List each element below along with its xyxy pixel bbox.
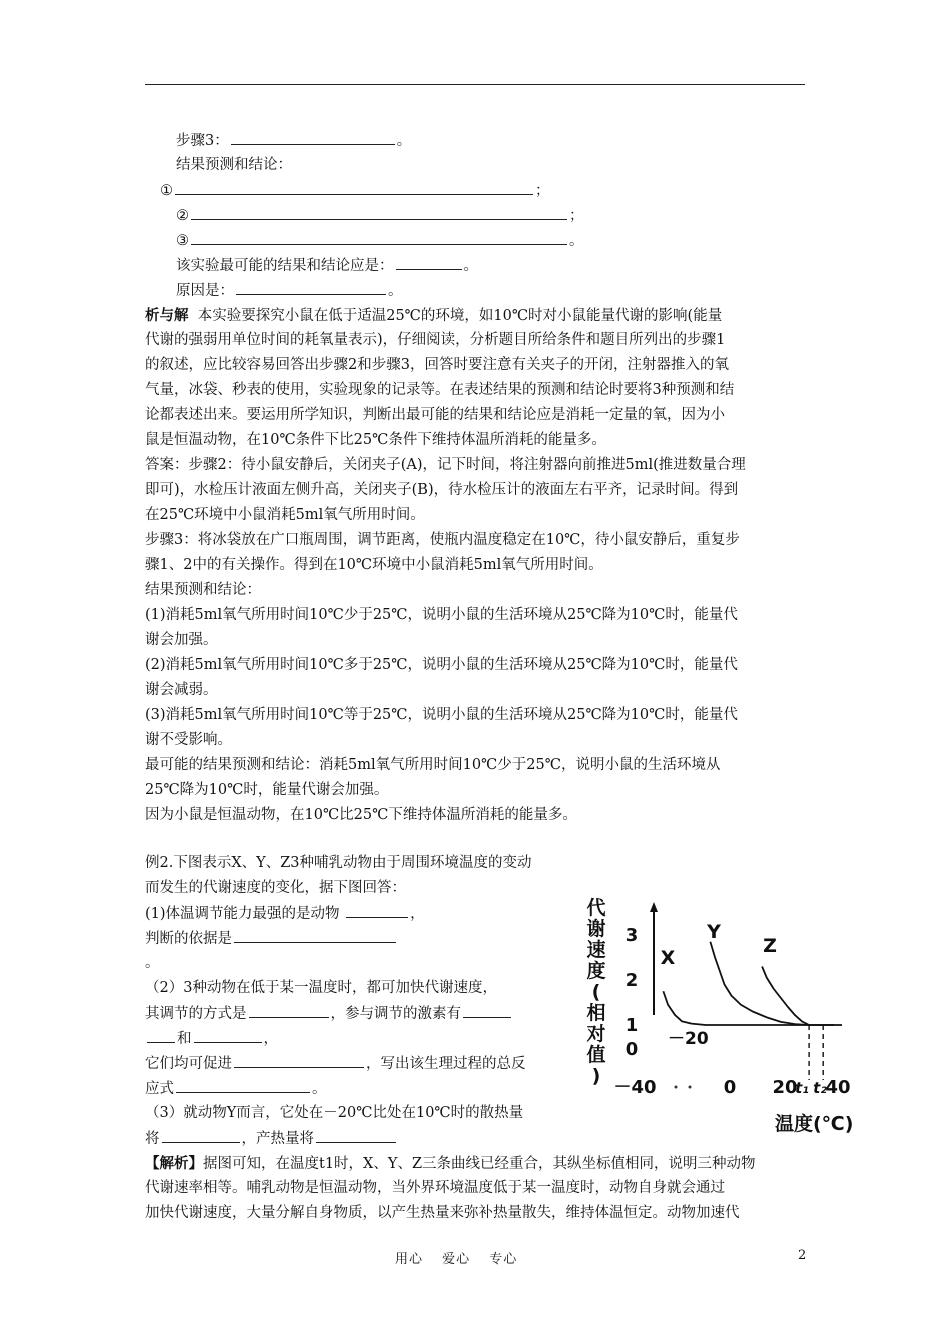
answer-line-15: 因为小鼠是恒温动物，在10℃比25℃下维持体温所消耗的能量多。: [145, 807, 577, 823]
q2-line-e: 应式 。: [145, 1076, 327, 1102]
q1-line-a: (1)体温调节能力最强的是动物 ，: [145, 901, 425, 927]
y-label-char: 对: [586, 1023, 606, 1045]
q3-line-b: 将 ，产热量将: [145, 1126, 398, 1152]
x-axis-label: 温度(℃): [775, 1113, 854, 1135]
conclusion-2: ② ；: [176, 203, 584, 229]
answer-line-5: 骤1、2中的有关操作。得到在10℃环境中小鼠消耗5ml氧气所用时间。: [145, 557, 603, 573]
y-tick-label: 3: [625, 925, 639, 946]
answer-line-1: 答案：步骤2：待小鼠安静后，关闭夹子(A)，记下时间，将注射器向前推进5ml(推进数量合理: [145, 457, 746, 473]
answer-line-4: 步骤3：将冰袋放在广口瓶周围，调节距离，使瓶内温度稳定在10℃，待小鼠安静后，重复步: [145, 532, 740, 548]
y-label-char: 代: [586, 897, 606, 919]
answer-line-10: 谢会减弱。: [145, 682, 218, 698]
y-label-char: 速: [586, 939, 606, 961]
axis-dot: [689, 1086, 692, 1089]
q2-line-a: （2）3种动物在低于某一温度时，都可加快代谢速度，: [145, 980, 497, 996]
answer-line-8: 谢会加强。: [145, 632, 218, 648]
header-rule: [145, 84, 805, 85]
answer-line-3: 在25℃环境中小鼠消耗5ml氧气所用时间。: [145, 507, 425, 523]
t2-label: t₂: [813, 1079, 827, 1097]
y-label-char: 值: [586, 1044, 606, 1066]
x-tick-label: 40: [825, 1077, 851, 1098]
answer-line-9: (2)消耗5ml氧气所用时间10℃多于25℃，说明小鼠的生活环境从25℃降为10℃时，能量代: [145, 657, 738, 673]
q2-line-b: 其调节的方式是 ，参与调节的激素有: [145, 1001, 513, 1027]
jiexi-line-1: 【解析】据图可知，在温度t1时，X、Y、Z三条曲线已经重合，其纵坐标值相同，说明三种动物: [145, 1155, 756, 1172]
jiexi-line-2: 代谢速率相等。哺乳动物是恒温动物，当外界环境温度低于某一温度时，动物自身就会通过: [145, 1180, 725, 1196]
conclusion-1: ① ；: [160, 178, 550, 204]
step3-line: 步骤3： 。: [176, 128, 411, 154]
y-label-char: 谢: [586, 918, 606, 940]
x-tick-label: 20: [772, 1077, 798, 1098]
series-label-y: Y: [707, 921, 721, 943]
answer-line-7: (1)消耗5ml氧气所用时间10℃少于25℃，说明小鼠的生活环境从25℃降为10℃时，能量代: [145, 607, 738, 623]
y-label-char: 度: [586, 960, 606, 982]
y-axis-label: [586, 896, 605, 1087]
series-line-x: [663, 991, 842, 1025]
predict-title: 结果预测和结论：: [176, 157, 292, 173]
series-label-z: Z: [763, 935, 777, 957]
series-label-x: X: [660, 947, 676, 969]
metabolism-chart: [580, 890, 870, 1140]
y-label-char: 相: [586, 1002, 606, 1024]
analysis-line-2: 代谢的强弱用单位时间的耗氧量表示)，仔细阅读，分析题目所给条件和题目所列出的步骤1: [145, 332, 726, 348]
page-number: 2: [798, 1248, 807, 1263]
q2-line-d: 它们均可促进 ，写出该生理过程的总反: [145, 1051, 526, 1077]
x-tick-label: 0: [723, 1077, 737, 1098]
analysis-line-3: 的叙述，应比较容易回答出步骤2和步骤3，回答时要注意有关夹子的开闭，注射器推入的氧: [145, 357, 729, 373]
conclusion-3: ③ 。: [176, 228, 584, 254]
answer-line-14: 25℃降为10℃时，能量代谢会加强。: [145, 782, 389, 798]
q1-line-b: 判断的依据是: [145, 926, 398, 952]
q1-line-c: 。: [145, 955, 160, 971]
analysis-line-5: 论都表述出来。要运用所学知识，判断出最可能的结果和结论应是消耗一定量的氧，因为小: [145, 407, 725, 423]
analysis-label: 析与解: [145, 307, 189, 324]
y-tick-label: 2: [625, 970, 639, 991]
jiexi-label: 【解析】: [145, 1155, 203, 1172]
footer-motto: 用心 爱心 专心: [395, 1252, 518, 1267]
y-tick-label: 1: [625, 1015, 639, 1036]
annotation-minus20: －20: [668, 1029, 709, 1049]
y-label-char: ): [591, 1065, 601, 1087]
q2-line-c: 和 ，: [145, 1026, 278, 1052]
analysis-line-1: 析与解 本实验要探究小鼠在低于适温25℃的环境，如10℃时对小鼠能量代谢的影响(能量: [145, 307, 723, 324]
likely-result: 该实验最可能的结果和结论应是： 。: [176, 253, 478, 279]
analysis-line-6: 鼠是恒温动物，在10℃条件下比25℃条件下维持体温所消耗的能量多。: [145, 432, 606, 448]
answer-line-11: (3)消耗5ml氧气所用时间10℃等于25℃，说明小鼠的生活环境从25℃降为10℃时，能量代: [145, 707, 738, 723]
answer-line-6: 结果预测和结论：: [145, 582, 261, 598]
q3-line-a: （3）就动物Y而言，它处在－20℃比处在10℃时的散热量: [145, 1105, 524, 1121]
answer-line-2: 即可)，水检压计液面左侧升高，关闭夹子(B)，待水检压计的液面左右平齐，记录时间。得到: [145, 482, 739, 498]
example2-line-1: 例2.下图表示X、Y、Z3种哺乳动物由于周围环境温度的变动: [145, 855, 532, 871]
x-tick-label: －40: [613, 1077, 657, 1098]
analysis-line-4: 气量，冰袋、秒表的使用，实验现象的记录等。在表述结果的预测和结论时要将3种预测和结: [145, 382, 735, 398]
answer-line-13: 最可能的结果预测和结论：消耗5ml氧气所用时间10℃少于25℃，说明小鼠的生活环境从: [145, 757, 721, 773]
example2-line-2: 而发生的代谢速度的变化，据下图回答：: [145, 880, 406, 896]
y-axis-arrow: [650, 902, 658, 912]
t1-label: t₁: [795, 1079, 809, 1097]
answer-line-12: 谢不受影响。: [145, 732, 232, 748]
y-label-char: (: [591, 981, 601, 1003]
axis-dot: [675, 1086, 678, 1089]
series-line-z: [762, 967, 809, 1026]
jiexi-line-3: 加快代谢速度，大量分解自身物质，以产生热量来弥补热量散失，维持体温恒定。动物加速代: [145, 1205, 740, 1221]
reason-line: 原因是： 。: [176, 278, 403, 304]
y-tick-label: 0: [625, 1039, 639, 1060]
series-line-y: [710, 942, 809, 1025]
